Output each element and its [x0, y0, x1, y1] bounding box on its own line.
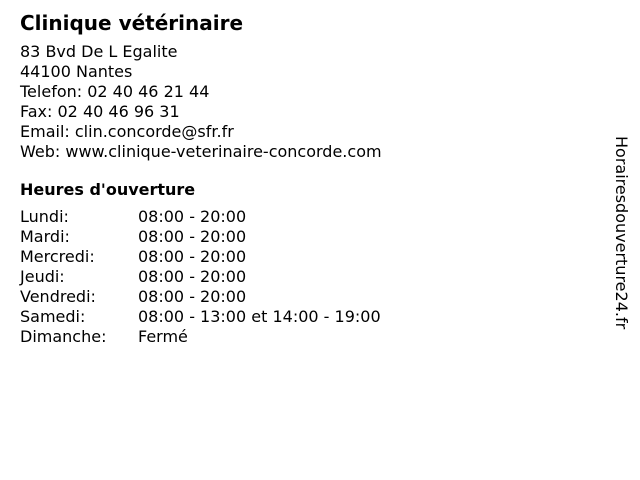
- email-line: [20, 122, 600, 142]
- fax-number: 02 40 46 96 31: [57, 102, 180, 121]
- hours-day: Vendredi:: [20, 287, 96, 306]
- business-card: [20, 10, 600, 347]
- hours-row-dimanche: [20, 327, 600, 347]
- hours-value: 08:00 - 20:00: [138, 287, 247, 306]
- business-name: Clinique vétérinaire: [20, 11, 244, 35]
- hours-value: 08:00 - 20:00: [138, 267, 247, 286]
- hours-row-mardi: [20, 227, 600, 247]
- hours-value: 08:00 - 20:00: [138, 207, 247, 226]
- hours-heading: Heures d'ouverture: [20, 180, 196, 199]
- hours-day: Mardi:: [20, 227, 70, 246]
- web-label: Web:: [20, 142, 61, 161]
- hours-day: Dimanche:: [20, 327, 107, 346]
- hours-value: 08:00 - 20:00: [138, 227, 247, 246]
- hours-row-vendredi: [20, 287, 600, 307]
- hours-day: Samedi:: [20, 307, 86, 326]
- email-label: Email:: [20, 122, 70, 141]
- address-line-2: 44100 Nantes: [20, 62, 133, 81]
- address-line-1: 83 Bvd De L Egalite: [20, 42, 178, 61]
- site-watermark: Horairesdouverture24.fr: [612, 136, 631, 330]
- phone-number[interactable]: 02 40 46 21 44: [87, 82, 210, 101]
- hours-value: Fermé: [138, 327, 188, 346]
- fax-line: [20, 102, 600, 122]
- phone-line: [20, 82, 600, 102]
- hours-value: 08:00 - 20:00: [138, 247, 247, 266]
- hours-row-jeudi: [20, 267, 600, 287]
- hours-table: [20, 207, 600, 347]
- hours-day: Jeudi:: [20, 267, 65, 286]
- web-link[interactable]: www.clinique-veterinaire-concorde.com: [65, 142, 382, 161]
- hours-row-mercredi: [20, 247, 600, 267]
- web-line: [20, 142, 600, 162]
- phone-label: Telefon:: [20, 82, 83, 101]
- hours-value: 08:00 - 13:00 et 14:00 - 19:00: [138, 307, 381, 326]
- hours-row-lundi: [20, 207, 600, 227]
- hours-row-samedi: [20, 307, 600, 327]
- fax-label: Fax:: [20, 102, 53, 121]
- email-link[interactable]: clin.concorde@sfr.fr: [74, 122, 234, 141]
- hours-day: Lundi:: [20, 207, 69, 226]
- hours-day: Mercredi:: [20, 247, 95, 266]
